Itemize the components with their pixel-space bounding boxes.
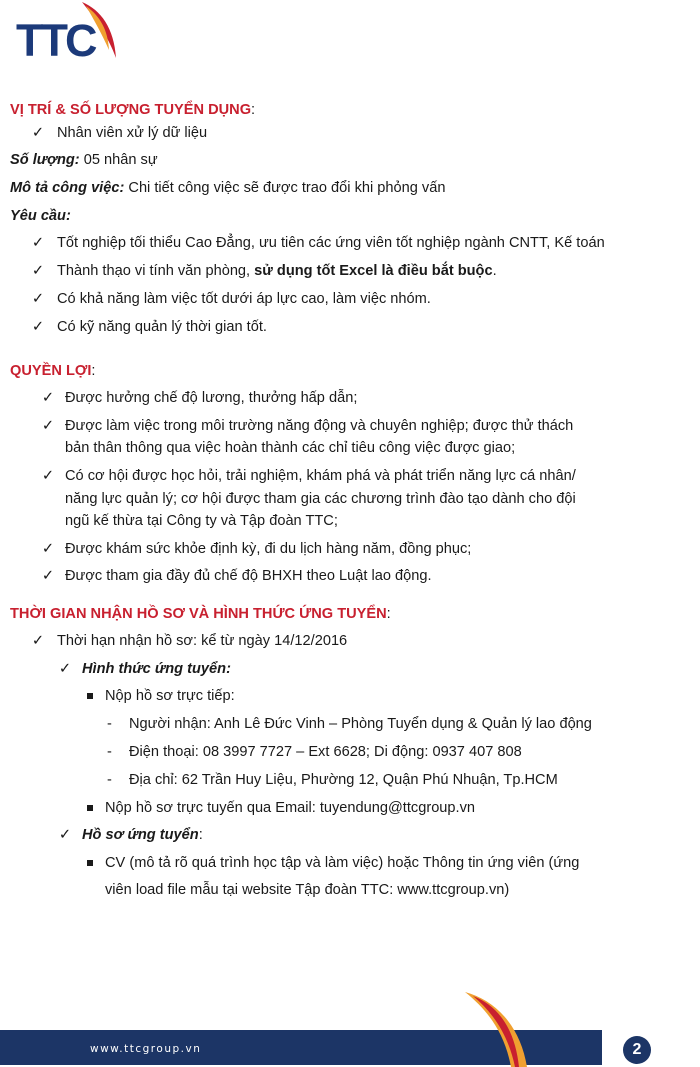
- check-icon: ✓: [58, 660, 72, 677]
- phone-text: Điện thoại: 08 3997 7727 – Ext 6628; Di động: 0937 407 808: [129, 744, 522, 760]
- requirement-item: Có khả năng làm việc tốt dưới áp lực cao, làm việc nhóm.: [57, 291, 431, 307]
- profile-text-cont: viên load file mẫu tại website Tập đoàn TTC: www.ttcgroup.vn): [105, 882, 510, 898]
- footer-swoosh-icon: [465, 990, 540, 1067]
- dash-bullet: -: [107, 744, 112, 760]
- benefits-heading: QUYỀN LỢI:: [10, 363, 96, 379]
- square-bullet-icon: [87, 693, 93, 699]
- check-icon: ✓: [41, 540, 55, 557]
- benefit-item-cont: ngũ kế thừa tại Công ty và Tập đoàn TTC;: [65, 513, 338, 529]
- square-bullet-icon: [87, 860, 93, 866]
- online-submission: Nộp hồ sơ trực tuyến qua Email: tuyendung@ttcgroup.vn: [105, 800, 476, 816]
- position-heading: VỊ TRÍ & SỐ LƯỢNG TUYỂN DỤNG:: [10, 102, 256, 118]
- ttc-logo: [16, 0, 126, 70]
- application-heading: THỜI GIAN NHẬN HỒ SƠ VÀ HÌNH THỨC ỨNG TUYỂN:: [10, 606, 391, 622]
- requirement-item: Tốt nghiệp tối thiểu Cao Đẳng, ưu tiên các ứng viên tốt nghiệp ngành CNTT, Kế toán: [57, 235, 605, 251]
- dash-bullet: -: [107, 772, 112, 788]
- method-label: Hình thức ứng tuyển:: [82, 661, 231, 677]
- recipient-text: Người nhận: Anh Lê Đức Vinh – Phòng Tuyển dụng & Quản lý lao động: [129, 716, 592, 732]
- benefit-item: Được làm việc trong môi trường năng động và chuyên nghiệp; được thử thách: [65, 418, 574, 434]
- check-icon: ✓: [58, 826, 72, 843]
- check-icon: ✓: [41, 567, 55, 584]
- requirements-label: Yêu cầu:: [10, 208, 71, 224]
- requirement-item: Thành thạo vi tính văn phòng, sử dụng tốt Excel là điều bắt buộc.: [57, 263, 497, 279]
- requirement-item: Có kỹ năng quản lý thời gian tốt.: [57, 319, 267, 335]
- address-text: Địa chỉ: 62 Trần Huy Liệu, Phường 12, Quận Phú Nhuận, Tp.HCM: [129, 772, 558, 788]
- benefit-item-cont: bản thân thông qua việc hoàn thành các chỉ tiêu công việc được giao;: [65, 440, 516, 456]
- square-bullet-icon: [87, 805, 93, 811]
- benefit-item: Được khám sức khỏe định kỳ, đi du lịch hàng năm, đồng phục;: [65, 541, 472, 557]
- benefit-item: Được hưởng chế độ lương, thưởng hấp dẫn;: [65, 390, 358, 406]
- description-line: Mô tả công việc: Chi tiết công việc sẽ được trao đổi khi phỏng vấn: [10, 180, 446, 196]
- deadline-text: Thời hạn nhận hồ sơ: kể từ ngày 14/12/2016: [57, 633, 348, 649]
- check-icon: ✓: [41, 467, 55, 484]
- check-icon: ✓: [31, 124, 45, 141]
- benefit-item-cont: năng lực quản lý; cơ hội được tham gia các chương trình đào tạo dành cho đội: [65, 491, 576, 507]
- check-icon: ✓: [31, 318, 45, 335]
- check-icon: ✓: [31, 290, 45, 307]
- check-icon: ✓: [31, 262, 45, 279]
- profile-text: CV (mô tả rõ quá trình học tập và làm việc) hoặc Thông tin ứng viên (ứng: [105, 855, 580, 871]
- page-number-badge: 2: [623, 1036, 651, 1064]
- quantity-line: Số lượng: 05 nhân sự: [10, 152, 158, 168]
- check-icon: ✓: [41, 389, 55, 406]
- profile-label: Hồ sơ ứng tuyển:: [82, 827, 203, 843]
- check-icon: ✓: [41, 417, 55, 434]
- footer-url[interactable]: www.ttcgroup.vn: [90, 1043, 202, 1055]
- check-icon: ✓: [31, 632, 45, 649]
- benefit-item: Được tham gia đầy đủ chế độ BHXH theo Luật lao động.: [65, 568, 432, 584]
- logo-text: TTC: [16, 15, 95, 66]
- dash-bullet: -: [107, 716, 112, 732]
- check-icon: ✓: [31, 234, 45, 251]
- position-title: Nhân viên xử lý dữ liệu: [57, 125, 208, 141]
- benefit-item: Có cơ hội được học hỏi, trải nghiệm, khám phá và phát triển năng lực cá nhân/: [65, 468, 576, 484]
- direct-submission: Nộp hồ sơ trực tiếp:: [105, 688, 235, 704]
